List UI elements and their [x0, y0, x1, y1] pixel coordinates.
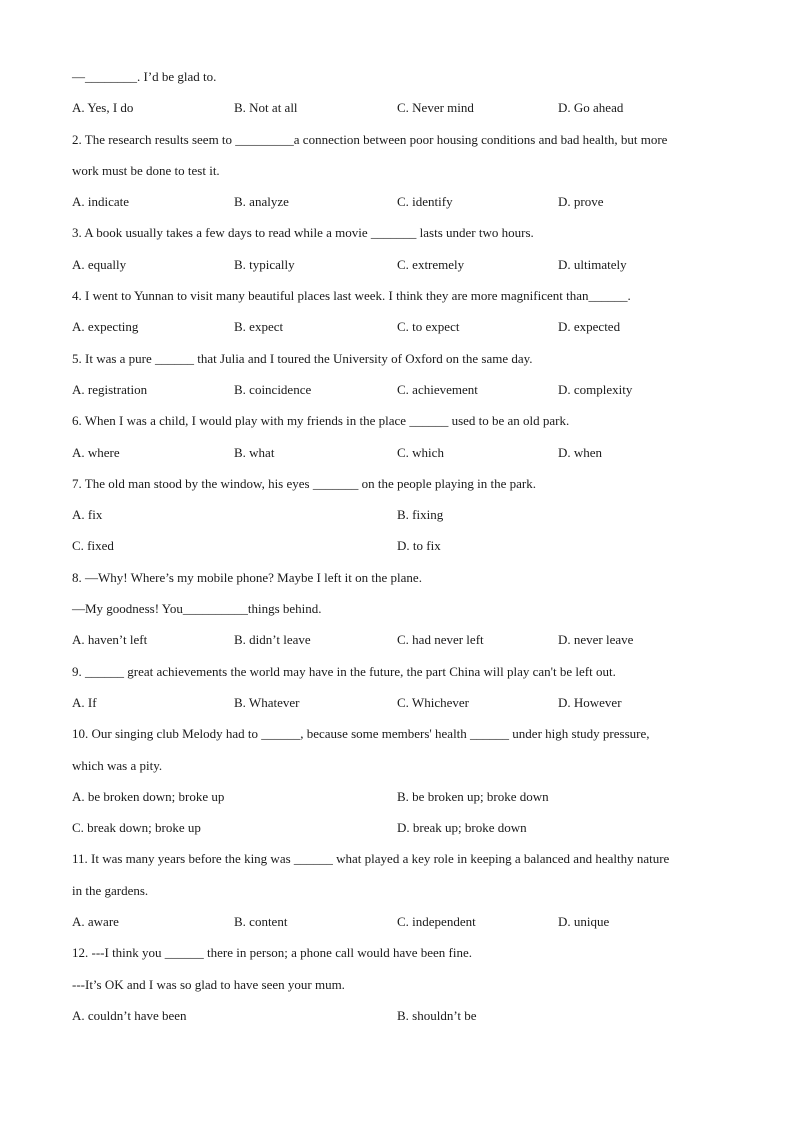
answer-options-row [72, 909, 732, 940]
answer-option: B. Not at all [234, 100, 298, 116]
answer-option: D. ultimately [558, 256, 627, 272]
answer-option: D. break up; broke down [397, 820, 527, 836]
question-text-line: in the gardens. [72, 882, 149, 898]
answer-option: D. prove [558, 194, 604, 210]
answer-option: C. had never left [397, 632, 484, 648]
answer-option: A. couldn’t have been [72, 1007, 187, 1023]
answer-options-row [72, 1003, 732, 1034]
answer-options-row [72, 533, 732, 564]
answer-option: D. expected [558, 319, 621, 335]
question-text-line: 6. When I was a child, I would play with my friends in the place ______ used to be an old park. [72, 413, 570, 429]
answer-option: A. registration [72, 381, 148, 397]
question-text-line: which was a pity. [72, 757, 163, 773]
answer-option: B. coincidence [234, 381, 312, 397]
answer-option: C. break down; broke up [72, 820, 201, 836]
question-text-line: 3. A book usually takes a few days to read while a movie _______ lasts under two hours. [72, 225, 534, 241]
answer-option: C. which [397, 444, 444, 460]
answer-options-row [72, 690, 732, 721]
answer-option: D. to fix [397, 538, 441, 554]
answer-option: D. complexity [558, 381, 633, 397]
answer-option: D. when [558, 444, 603, 460]
answer-option: A. fix [72, 507, 103, 523]
worksheet-page [72, 64, 732, 1034]
answer-option: A. indicate [72, 194, 130, 210]
answer-option: C. to expect [397, 319, 460, 335]
answer-option: A. equally [72, 256, 127, 272]
answer-options-row [72, 440, 732, 471]
answer-option: A. aware [72, 914, 119, 930]
answer-option: D. However [558, 694, 622, 710]
answer-option: C. independent [397, 914, 476, 930]
answer-option: B. content [234, 914, 288, 930]
answer-option: C. achievement [397, 381, 478, 397]
question-text-line: 8. —Why! Where’s my mobile phone? Maybe I left it on the plane. [72, 569, 422, 585]
answer-options-row [72, 815, 732, 846]
question-text-line: 5. It was a pure ______ that Julia and I toured the University of Oxford on the same day. [72, 350, 533, 366]
question-text-line: —My goodness! You__________things behind. [72, 601, 322, 617]
answer-options-row [72, 95, 732, 126]
answer-option: B. typically [234, 256, 295, 272]
answer-options-row [72, 314, 732, 345]
answer-option: A. Yes, I do [72, 100, 134, 116]
answer-option: B. expect [234, 319, 284, 335]
answer-option: A. expecting [72, 319, 139, 335]
answer-option: A. where [72, 444, 120, 460]
answer-options-row [72, 627, 732, 658]
question-text-line: 7. The old man stood by the window, his eyes _______ on the people playing in the park. [72, 475, 536, 491]
question-text-line: —________. I’d be glad to. [72, 69, 217, 84]
answer-option: B. didn’t leave [234, 632, 311, 648]
answer-option: A. If [72, 694, 97, 710]
question-text-line: 4. I went to Yunnan to visit many beautiful places last week. I think they are more magnificent than______. [72, 288, 631, 304]
answer-option: B. fixing [397, 507, 444, 523]
question-text-line: 9. ______ great achievements the world may have in the future, the part China will play can't be left out. [72, 663, 616, 679]
answer-options-row [72, 189, 732, 220]
question-text-line: 10. Our singing club Melody had to ______, because some members' health ______ under high study pressure, [72, 726, 650, 742]
answer-option: B. shouldn’t be [397, 1007, 477, 1023]
answer-options-row [72, 784, 732, 815]
answer-option: C. identify [397, 194, 453, 210]
answer-option: C. fixed [72, 538, 114, 554]
answer-option: B. what [234, 444, 275, 460]
question-text-line: 11. It was many years before the king was ______ what played a key role in keeping a balanced and healthy nature [72, 851, 670, 867]
answer-option: A. haven’t left [72, 632, 148, 648]
answer-option: D. unique [558, 914, 610, 930]
question-text-line: work must be done to test it. [72, 162, 220, 178]
answer-option: D. Go ahead [558, 100, 624, 116]
answer-option: C. extremely [397, 256, 465, 272]
answer-options-row [72, 252, 732, 283]
answer-option: C. Never mind [397, 100, 474, 116]
question-text-line: ---It’s OK and I was so glad to have seen your mum. [72, 976, 345, 992]
question-text-line: 2. The research results seem to _________a connection between poor housing conditions and bad health, but more [72, 131, 668, 147]
answer-option: C. Whichever [397, 694, 469, 710]
question-text-line: 12. ---I think you ______ there in person; a phone call would have been fine. [72, 945, 472, 961]
answer-option: B. Whatever [234, 694, 300, 710]
answer-option: B. analyze [234, 194, 289, 210]
answer-option: A. be broken down; broke up [72, 788, 225, 804]
answer-option: D. never leave [558, 632, 634, 648]
answer-options-row [72, 502, 732, 533]
answer-option: B. be broken up; broke down [397, 788, 549, 804]
answer-options-row [72, 377, 732, 408]
